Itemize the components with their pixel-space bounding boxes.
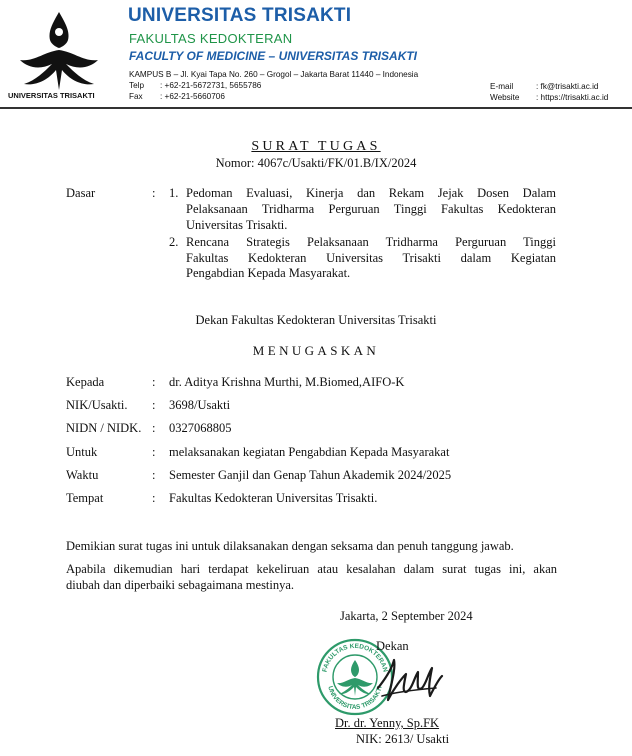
fax-value: : +62-21-5660706 (160, 92, 225, 101)
field-value-untuk: melaksanakan kegiatan Pengabdian Kepada Masyarakat (169, 445, 450, 459)
menugaskan-heading: MENUGASKAN (252, 343, 380, 358)
document-title (0, 139, 632, 155)
field-colon-untuk: : (152, 445, 156, 459)
field-colon-waktu: : (152, 468, 156, 482)
dasar-colon: : (152, 186, 156, 200)
address: KAMPUS B – Jl. Kyai Tapa No. 260 – Grogol – Jakarta Barat 11440 – Indonesia (129, 70, 419, 79)
signer-name: Dr. dr. Yenny, Sp.FK (335, 716, 440, 730)
dasar-item-2-num: 2. (169, 235, 179, 249)
field-value-tempat: Fakultas Kedokteran Universitas Trisakti. (169, 491, 378, 505)
handwritten-signature (372, 648, 444, 710)
field-colon-nik: : (152, 398, 156, 412)
field-colon-tempat: : (152, 491, 156, 505)
svg-text:FAKULTAS KEDOKTERAN: FAKULTAS KEDOKTERAN (321, 642, 389, 673)
website-label: Website (490, 93, 520, 102)
field-value-nidn: 0327068805 (169, 421, 232, 435)
signer-title: Dekan (376, 639, 409, 653)
field-value-kepada: dr. Aditya Krishna Murthi, M.Biomed,AIFO-K (169, 375, 405, 389)
field-label-waktu: Waktu (66, 468, 99, 482)
field-value-nik: 3698/Usakti (169, 398, 231, 412)
field-label-kepada: Kepada (66, 375, 105, 389)
field-label-nik: NIK/Usakti. (66, 398, 128, 412)
signer-nik: NIK: 2613/ Usakti (356, 732, 450, 746)
dasar-item-1-line-3: Universitas Trisakti. (186, 218, 288, 232)
closing-paragraph-2-line-1: Apabila dikemudian hari terdapat kekeliruan atau kesalahan dalam surat tugas ini, akan (66, 562, 557, 576)
university-name: UNIVERSITAS TRISAKTI (128, 5, 352, 26)
university-logo (14, 10, 104, 92)
field-label-tempat: Tempat (66, 491, 104, 505)
place-date: Jakarta, 2 September 2024 (340, 609, 473, 623)
field-label-untuk: Untuk (66, 445, 98, 459)
issuer-line: Dekan Fakultas Kedokteran Universitas Trisakti (195, 313, 437, 327)
dasar-item-2-line-2: Fakultas Kedokteran Universitas Trisakti dalam Kegiatan (186, 251, 556, 265)
header-divider (0, 107, 632, 109)
dasar-item-1-line-1: Pedoman Evaluasi, Kinerja dan Rekam Jejak Dosen Dalam (186, 186, 556, 200)
dasar-item-1-num: 1. (169, 186, 179, 200)
faculty-name: FAKULTAS KEDOKTERAN (129, 31, 293, 46)
closing-paragraph-2-line-2: diubah dan diperbaiki sebagaimana mestinya. (66, 578, 295, 592)
dasar-item-1-line-2: Pelaksanaan Tridharma Perguruan Tinggi Fakultas Kedokteran (186, 202, 556, 216)
svg-text:UNIVERSITAS TRISAKTI: UNIVERSITAS TRISAKTI (326, 685, 384, 712)
email-label: E-mail (490, 82, 514, 91)
closing-paragraph-1: Demikian surat tugas ini untuk dilaksanakan dengan seksama dan penuh tanggung jawab. (66, 539, 514, 553)
field-colon-nidn: : (152, 421, 156, 435)
field-value-waktu: Semester Ganjil dan Genap Tahun Akademik 2024/2025 (169, 468, 452, 482)
logo-caption: UNIVERSITAS TRISAKTI (8, 91, 95, 100)
field-label-nidn: NIDN / NIDK. (66, 421, 142, 435)
website-value: : https://trisakti.ac.id (536, 93, 609, 102)
faculty-name-en: FACULTY OF MEDICINE – UNIVERSITAS TRISAKTI (129, 49, 418, 63)
dasar-item-2-line-1: Rencana Strategis Pelaksanaan Tridharma Perguruan Tinggi (186, 235, 556, 249)
email-value: : fk@trisakti.ac.id (536, 82, 599, 91)
telp-value: : +62-21-5672731, 5655786 (160, 81, 262, 90)
document-title-text: SURAT TUGAS (251, 139, 381, 154)
dasar-item-2-line-3: Pengabdian Kepada Masyarakat. (186, 266, 351, 280)
telp-label: Telp (129, 81, 145, 90)
document-number: Nomor: 4067c/Usakti/FK/01.B/IX/2024 (215, 156, 417, 170)
field-colon-kepada: : (152, 375, 156, 389)
dasar-label: Dasar (66, 186, 96, 200)
fax-label: Fax (129, 92, 143, 101)
